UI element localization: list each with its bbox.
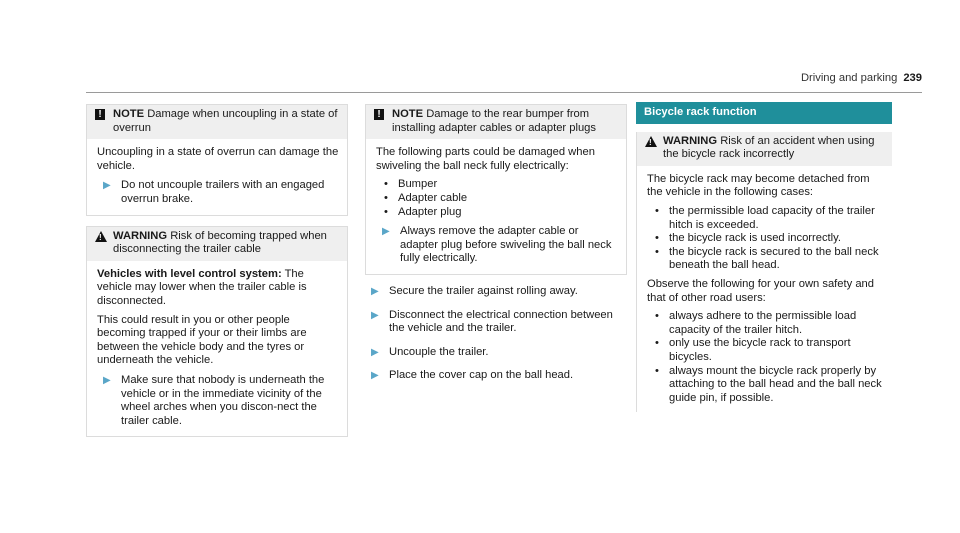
warning-icon: !: [645, 136, 657, 147]
step-text: Uncouple the trailer.: [389, 345, 489, 358]
step-item: [97, 374, 339, 428]
warning-para: Observe the following for your own safety and that of other road users:: [647, 277, 874, 304]
list-item: • always mount the bicycle rack properly by attaching to the ball head and the ball neck guide pin, if possible.: [655, 364, 882, 404]
section-title: Driving and parking: [800, 72, 898, 84]
note-box-bumper: [365, 104, 627, 275]
warning-header: [637, 132, 892, 166]
column-1: [86, 104, 348, 437]
step-text: Do not uncouple trailers with an engaged overrun brake.: [121, 179, 325, 205]
header-rule: [86, 92, 922, 93]
list-item: • Adapter plug: [384, 205, 462, 218]
list-item: • Adapter cable: [384, 191, 468, 204]
warning-icon: !: [95, 231, 107, 242]
procedure-steps: [365, 285, 627, 383]
note-text: Damage when uncoupling in a state of overrun: [113, 108, 338, 134]
bullet-list: [376, 178, 618, 219]
step-arrow-icon: ▶: [103, 374, 111, 386]
bullet-list: [647, 310, 884, 405]
list-item: • the bicycle rack is used incorrectly.: [655, 232, 842, 245]
step-arrow-icon: ▶: [371, 309, 379, 321]
step-item: [97, 179, 339, 206]
note-icon: !: [95, 109, 105, 120]
page-number: 239: [903, 72, 922, 84]
step-arrow-icon: ▶: [103, 180, 111, 192]
warning-box-trapped: [86, 226, 348, 438]
page-header: [788, 72, 922, 86]
section-heading-text: Bicycle rack function: [644, 106, 757, 118]
step-arrow-icon: ▶: [371, 370, 379, 382]
step-item: [367, 346, 627, 360]
list-item: • the permissible load capacity of the trailer hitch is exceeded.: [655, 204, 875, 231]
warning-header: [87, 227, 347, 261]
warning-label: WARNING: [113, 229, 168, 242]
list-item: • Bumper: [384, 178, 438, 191]
warning-text: Risk of becoming trapped when disconnecting the trailer cable: [113, 229, 327, 256]
note-label: NOTE: [392, 108, 424, 120]
warning-lead: [97, 268, 339, 309]
bullet-list: [647, 205, 884, 273]
note-label: NOTE: [113, 108, 145, 120]
column-2: [365, 104, 627, 383]
step-arrow-icon: ▶: [371, 346, 379, 358]
step-item: [376, 225, 618, 266]
warning-box-bicycle: [636, 132, 892, 413]
note-body: Uncoupling in a state of overrun can damage the vehicle.: [97, 146, 339, 172]
step-arrow-icon: ▶: [382, 226, 390, 238]
step-item: [367, 309, 627, 336]
step-item: [367, 285, 627, 299]
note-text: Damage to the rear bumper from installing adapter cables or adapter plugs: [392, 108, 596, 134]
warning-lead-bold: Vehicles with level control system:: [97, 267, 282, 280]
step-item: [367, 369, 627, 383]
warning-intro: The bicycle rack may become detached from the vehicle in the following cases:: [647, 172, 870, 199]
note-intro: The following parts could be damaged when swiveling the ball neck fully electrically:: [376, 146, 595, 172]
warning-text: Risk of an accident when using the bicycle rack incorrectly: [663, 134, 875, 161]
step-arrow-icon: ▶: [371, 285, 379, 297]
list-item: • the bicycle rack is secured to the ball neck beneath the ball head.: [655, 245, 879, 272]
warning-label: WARNING: [663, 134, 718, 147]
step-text: Secure the trailer against rolling away.: [389, 284, 578, 297]
step-text: Make sure that nobody is underneath the vehicle or in the immediate vicinity of the wheel arches when you discon-nect the trailer cable.: [121, 373, 325, 427]
section-heading: [636, 102, 892, 124]
step-text: Disconnect the electrical connection between the vehicle and the trailer.: [389, 308, 613, 335]
warning-para: This could result in you or other people becoming trapped if your or their limbs are between the vehicle body and the tyres or underneath the vehicle.: [97, 313, 307, 367]
column-3: [636, 104, 892, 412]
note-box-uncoupling: [86, 104, 348, 216]
step-text: Always remove the adapter cable or adapter plug before swiveling the ball neck fully electrically.: [400, 225, 612, 265]
note-header: [87, 105, 347, 139]
warning-lead-rest: The vehicle may lower when the trailer cable is disconnected.: [97, 267, 307, 307]
note-header: [366, 105, 626, 139]
list-item: • always adhere to the permissible load capacity of the trailer hitch.: [655, 310, 857, 336]
step-text: Place the cover cap on the ball head.: [389, 369, 574, 382]
note-icon: !: [374, 109, 384, 120]
list-item: • only use the bicycle rack to transport bicycles.: [655, 337, 851, 363]
